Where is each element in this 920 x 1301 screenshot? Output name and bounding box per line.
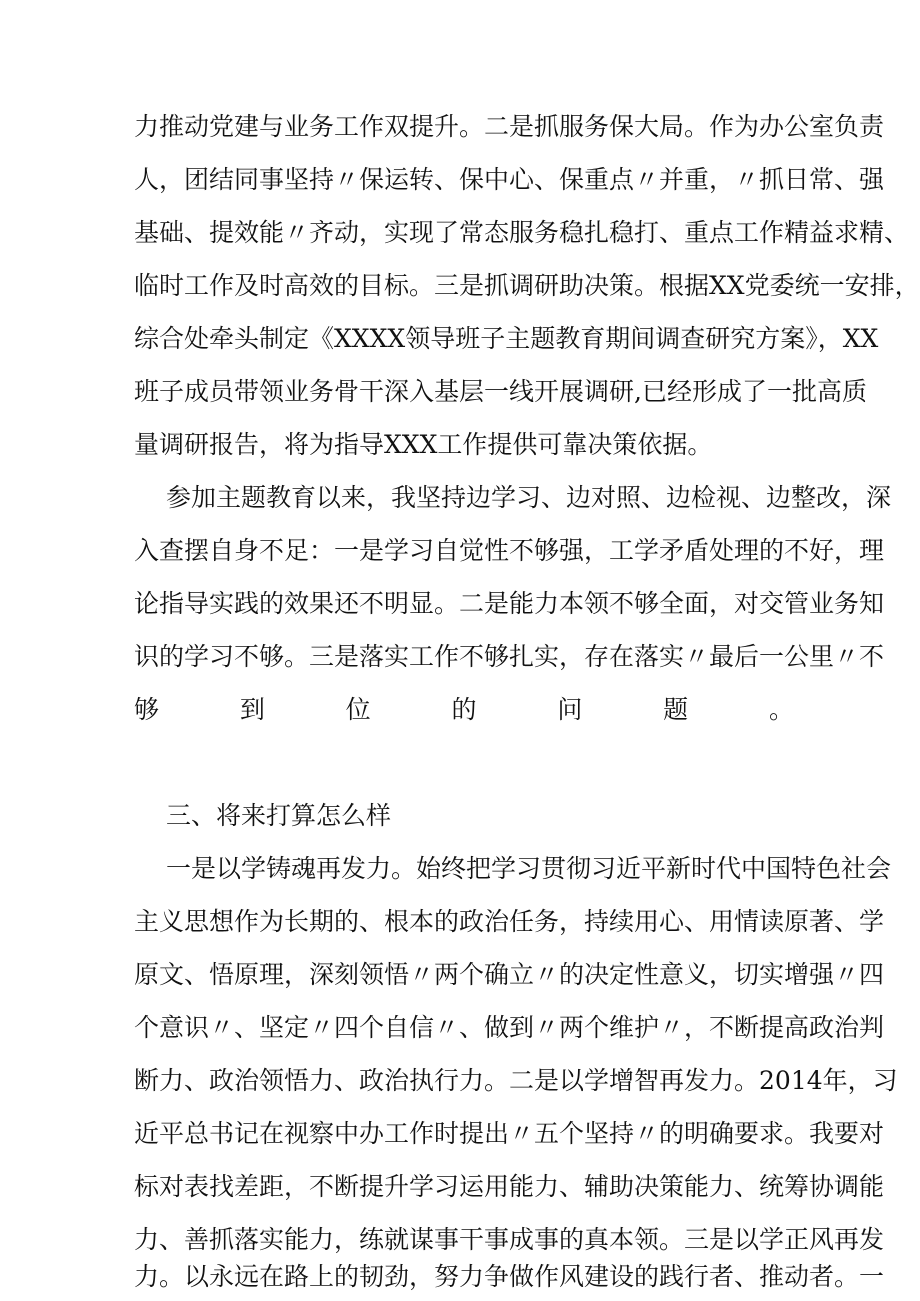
paragraph-3-line-4: 个意识〃、坚定〃四个自信〃、做到〃两个维护〃，不断提高政治判 bbox=[134, 1013, 885, 1042]
paragraph-3-line-8: 力、善抓落实能力，练就谋事干事成事的真本领。三是以学正风再发 bbox=[134, 1225, 885, 1254]
paragraph-2-line-6 bbox=[134, 740, 794, 786]
paragraph-2-line-1: 参加主题教育以来，我坚持边学习、边对照、边检视、边整改，深 bbox=[166, 483, 892, 512]
paragraph-3-line-2: 主义思想作为长期的、根本的政治任务，持续用心、用情读原著、学 bbox=[134, 907, 885, 936]
paragraph-1-line-6: 班子成员带领业务骨干深入基层一线开展调研,已经形成了一批高质 bbox=[134, 377, 867, 406]
paragraph-3-line-3: 原文、悟原理，深刻领悟〃两个确立〃的决定性意义，切实增强〃四 bbox=[134, 960, 885, 989]
paragraph-3-line-7: 标对表找差距，不断提升学习运用能力、辅助决策能力、统筹协调能 bbox=[134, 1172, 885, 1201]
paragraph-3-line-5: 断力、政治领悟力、政治执行力。二是以学增智再发力。2014年，习 bbox=[134, 1066, 898, 1095]
paragraph-2-line-3: 论指导实践的效果还不明显。二是能力本领不够全面，对交管业务知 bbox=[134, 589, 885, 618]
paragraph-3-line-9: 力。以永远在路上的韧劲，努力争做作风建设的践行者、推动者。一 bbox=[134, 1262, 885, 1291]
paragraph-1-line-1: 力推动党建与业务工作双提升。二是抓服务保大局。作为办公室负责 bbox=[134, 112, 885, 141]
paragraph-3-line-1: 一是以学铸魂再发力。始终把学习贯彻习近平新时代中国特色社会 bbox=[166, 854, 892, 883]
paragraph-2-line-2: 入查摆自身不足：一是学习自觉性不够强，工学矛盾处理的不好，理 bbox=[134, 536, 885, 565]
paragraph-1-line-4: 临时工作及时高效的目标。三是抓调研助决策。根据XX党委统一安排， bbox=[134, 271, 920, 300]
paragraph-1-line-3: 基础、提效能〃齐动，实现了常态服务稳扎稳打、重点工作精益求精、 bbox=[134, 218, 910, 247]
paragraph-3-line-6: 近平总书记在视察中办工作时提出〃五个坚持〃的明确要求。我要对 bbox=[134, 1119, 885, 1148]
paragraph-1-line-7: 量调研报告，将为指导XXX工作提供可靠决策依据。 bbox=[134, 430, 713, 459]
paragraph-1-line-5: 综合处牵头制定《XXXX领导班子主题教育期间调查研究方案》，XX bbox=[134, 324, 879, 353]
paragraph-1-line-2: 人，团结同事坚持〃保运转、保中心、保重点〃并重，〃抓日常、强 bbox=[134, 165, 885, 194]
section-heading: 三、将来打算怎么样 bbox=[166, 801, 392, 830]
paragraph-2-line-4: 识的学习不够。三是落实工作不够扎实，存在落实〃最后一公里〃不 bbox=[134, 642, 885, 671]
paragraph-2-line-5: 够到位的问题。 bbox=[134, 695, 794, 724]
